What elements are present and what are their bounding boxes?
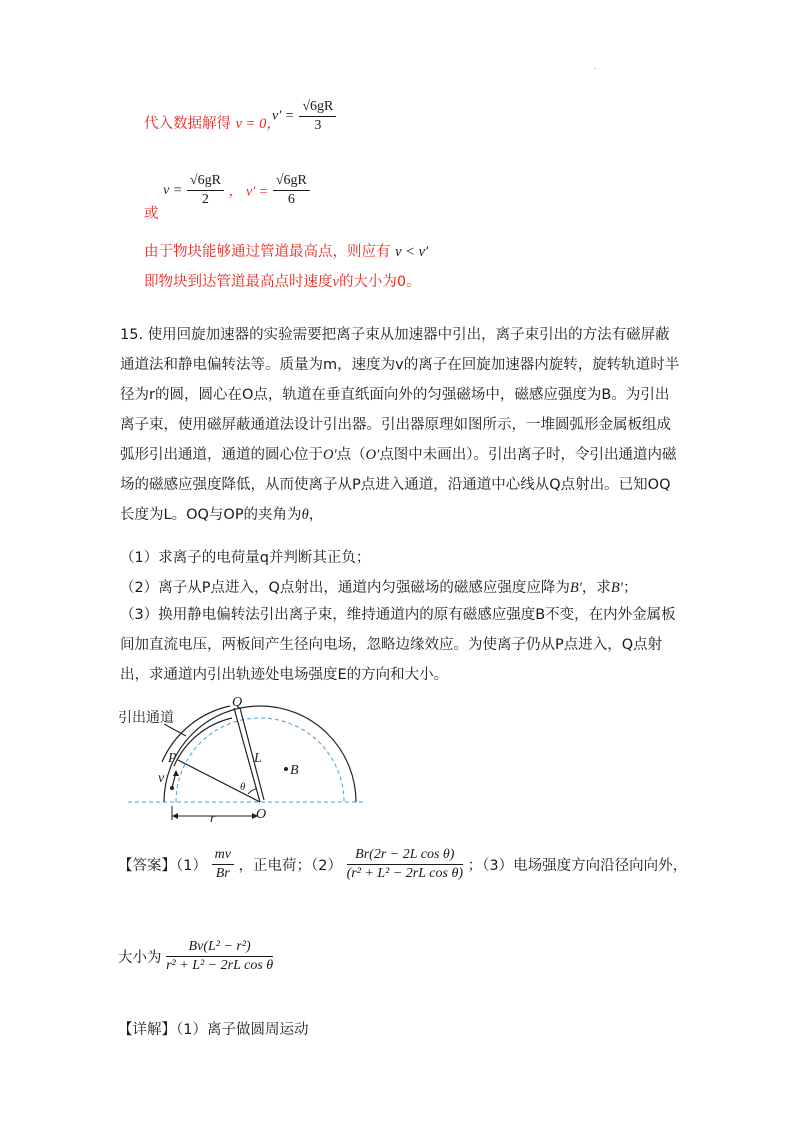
detail-line: 【详解】（1）离子做圆周运动: [118, 1022, 309, 1038]
question-1: （1）求离子的电荷量q并判断其正负；: [120, 550, 371, 566]
label-l: L: [254, 751, 262, 766]
solution-line-2: 或 v = $\frac{√6gR}{2}$ ， v′ = $\frac{√6gR}{6}$: [144, 172, 310, 209]
solution-line-1: 代入数据解得 v = 0，: [144, 116, 281, 132]
radius-op: [178, 760, 260, 802]
question-2: （2）离子从P点进入，Q点射出，通道内匀强磁场的磁感应强度应降为B′，求B′；: [120, 580, 638, 596]
problem-statement: 15. 使用回旋加速器的实验需要把离子束从加速器中引出，离子束引出的方法有磁屏蔽通道法和静电偏转法等。质量为m，速度为v的离子在回旋加速器内旋转，旋转轨道时半径为r的圆，圆心在O点，轨道在垂直纸面向外的匀强磁场中，磁感应强度为B。为引出离子束，使用磁屏蔽通道法设计引出器。引出器原理如图所示，一堆圆弧形金属板组成弧形引出通道，通道的圆心位于O′点（O′点图中未画出）。引出离子时，令引出通道内磁场的磁感应强度降低，从而使离子从P点进入通道，沿通道中心线从Q点射出。已知OQ长度为L。OQ与OP的夹角为θ，: [120, 327, 680, 523]
label-theta: θ: [240, 781, 246, 793]
cyclotron-diagram: [118, 696, 368, 826]
label-o: O: [256, 807, 267, 822]
label-r: r: [210, 811, 216, 826]
ion-dot: [170, 786, 174, 790]
r-arrow-left: [172, 813, 178, 819]
b-field-dot: [284, 767, 288, 771]
velocity-arrowhead: [173, 770, 179, 776]
label-q: Q: [232, 696, 243, 710]
solution-line-1-vprime: v′ = $\frac{√6gR}{3}$: [272, 98, 336, 135]
solution-line-3: 由于物块能够通过管道最高点，则应有 v < v′: [144, 244, 429, 260]
label-b: B: [290, 763, 299, 778]
corner-dot: .: [594, 62, 597, 71]
theta-arc: [248, 789, 256, 794]
label-channel: 引出通道: [118, 710, 174, 726]
solution-line-4: 即物块到达管道最高点时速度v的大小为0。: [144, 274, 421, 290]
answer-line: 【答案】（1） $\frac{mv}{Br}$ ，正电荷；（2） $\frac{\text{Br(2r − 2L cos θ)}}{\text{(r² + L² − 2rL cos θ)}}$ ；（3）电场强度方向沿径向向外，: [118, 847, 688, 881]
question-3: （3）换用静电偏转法引出离子束，维持通道内的原有磁感应强度B不变，在内外金属板间加直流电压，两板间产生径向电场，忽略边缘效应。为使离子仍从P点进入，Q点射出，求通道内引出轨迹处电场强度E的方向和大小。: [120, 607, 676, 683]
label-p: P: [168, 751, 177, 766]
answer-line-3: 大小为 $\frac{\text{Bv(L² − r²)}}{\text{r² + L² − 2rL cos θ}}$: [118, 939, 274, 973]
label-v: v: [158, 771, 165, 786]
